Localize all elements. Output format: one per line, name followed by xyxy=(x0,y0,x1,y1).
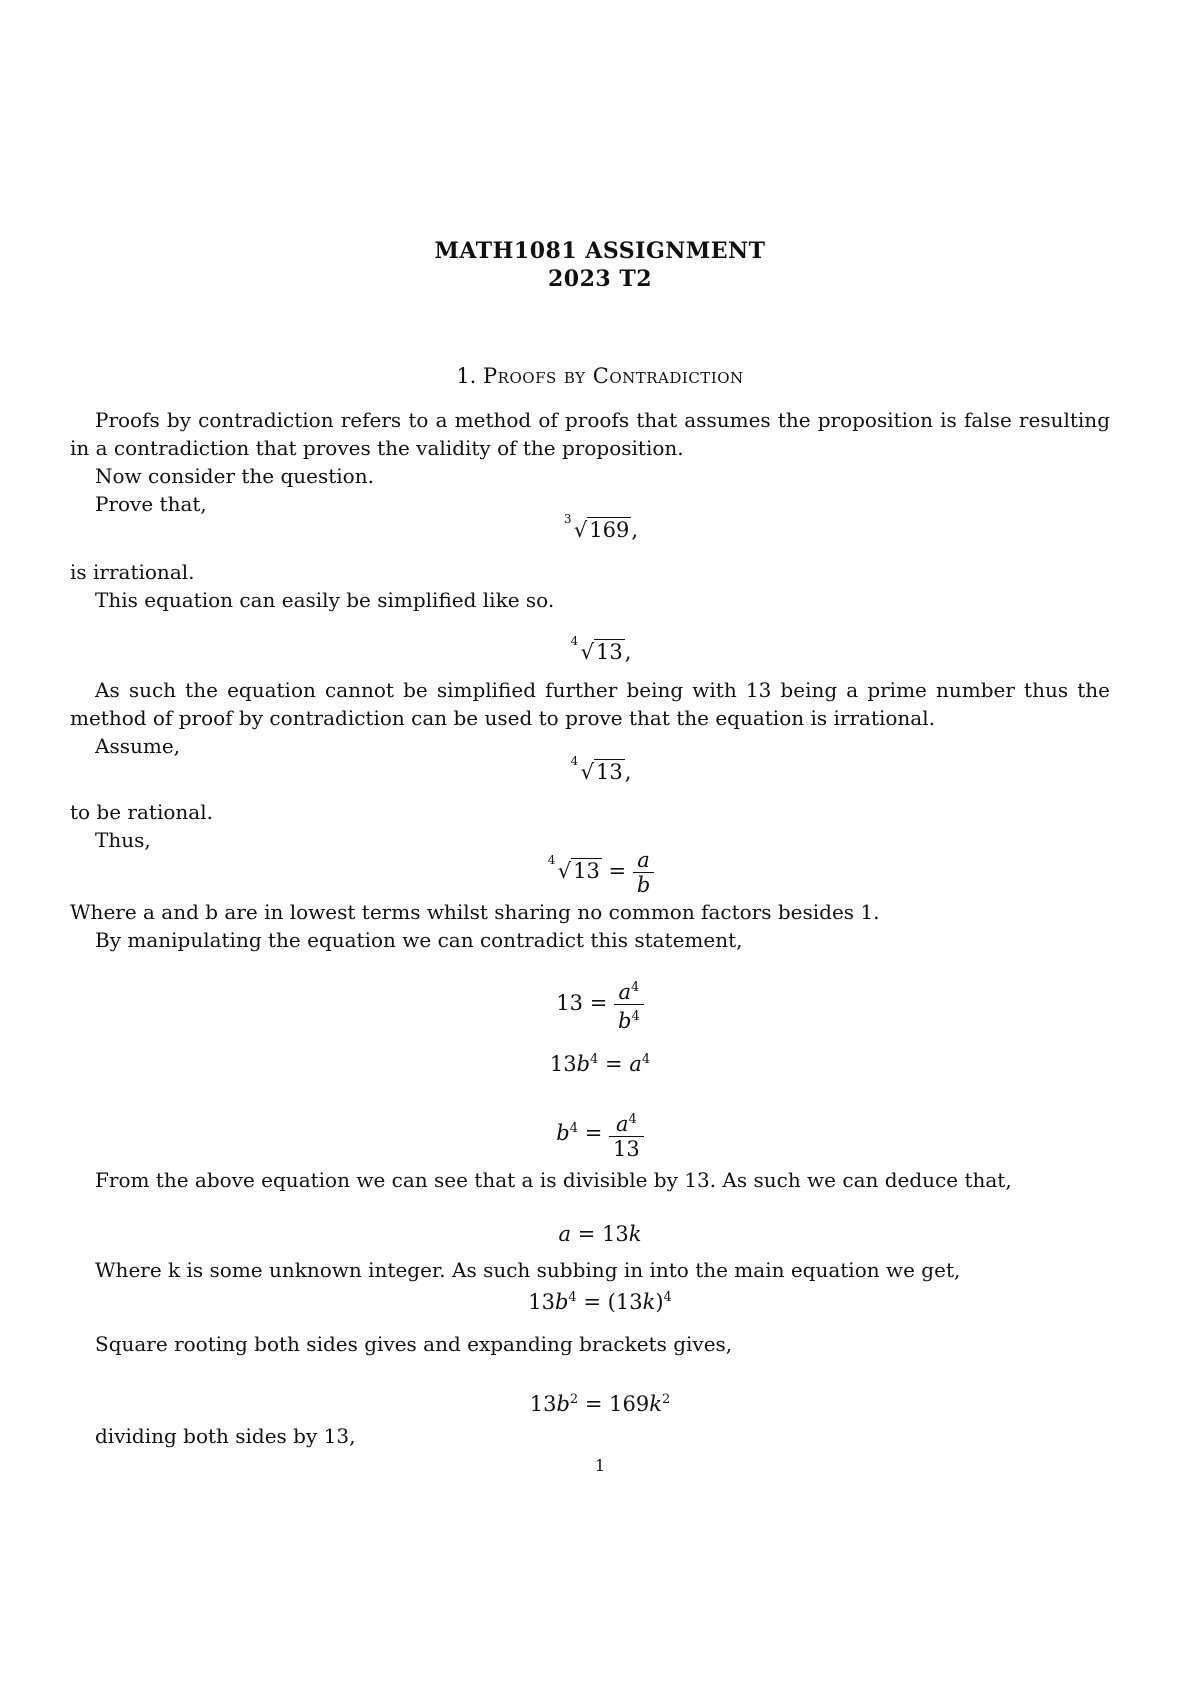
document-title: MATH1081 ASSIGNMENT xyxy=(434,238,766,264)
paragraph: By manipulating the equation we can contradict this statement, xyxy=(95,928,743,952)
page-number: 1 xyxy=(594,1456,606,1475)
paragraph: Where a and b are in lowest terms whilst sharing no common factors besides 1. xyxy=(70,900,880,924)
paragraph: Now consider the question. xyxy=(95,464,374,488)
equation-13b2-equals-169k2: $13b^2 = 169k^2$ xyxy=(529,1392,671,1416)
document-subtitle: 2023 T2 xyxy=(547,266,653,292)
paragraph: Square rooting both sides gives and expanding brackets gives, xyxy=(95,1332,733,1356)
equation-13b4-equals-13k4: $13b^4 = (13k)^4$ xyxy=(528,1290,672,1314)
paragraph: is irrational. xyxy=(70,560,195,584)
section-number: 1. xyxy=(456,364,477,388)
equation-fourth-root: 4 √13, xyxy=(570,754,632,784)
fraction: $\frac{a}{b}$ xyxy=(633,848,654,897)
paragraph: Prove that, xyxy=(95,492,207,516)
section-heading xyxy=(0,364,1200,388)
paragraph: to be rational. xyxy=(70,800,213,824)
paragraph: Proofs by contradiction refers to a method of proofs that assumes the proposition is false resulting in a contradiction that proves the validity of the proposition. xyxy=(70,408,1110,460)
equation-13-equals-fraction: 13 = $\frac{a^4}{b^4}$ xyxy=(0,976,1200,1033)
radical: 3 √169 xyxy=(563,512,630,542)
equation-13b4-equals-a4: $13b^4 = a^4$ xyxy=(549,1052,651,1076)
paragraph: Thus, xyxy=(95,828,151,852)
paragraph: From the above equation we can see that a is divisible by 13. As such we can deduce that, xyxy=(95,1168,1012,1192)
equation-fourth-root: 4 √13, xyxy=(570,634,632,664)
equation-b4-equals-fraction: $b^4$ = $\frac{a^4}{13}$ xyxy=(0,1108,1200,1161)
section-title: Proofs by Contradiction xyxy=(483,364,744,388)
paragraph: As such the equation cannot be simplified further being with 13 being a prime number thus the method of proof by contradiction can be used to prove that the equation is irrational. xyxy=(70,678,1110,730)
paragraph: Where k is some unknown integer. As such subbing in into the main equation we get, xyxy=(95,1258,961,1282)
equation-root-fraction: 4 √13 = $\frac{a}{b}$ xyxy=(0,848,1200,897)
paragraph: This equation can easily be simplified like so. xyxy=(95,588,555,612)
equation-a-equals-13k: a = 13k xyxy=(558,1222,642,1246)
radical: 4 √13 xyxy=(570,754,623,784)
equation-cube-root: 3 √169, xyxy=(563,512,639,542)
paragraph: dividing both sides by 13, xyxy=(95,1424,356,1448)
fraction: $\frac{a^4}{b^4}$ xyxy=(614,976,644,1033)
radical: 4 √13 xyxy=(570,634,623,664)
paragraph: Assume, xyxy=(95,734,181,758)
radical: 4 √13 xyxy=(547,853,600,883)
fraction: $\frac{a^4}{13}$ xyxy=(609,1108,644,1161)
